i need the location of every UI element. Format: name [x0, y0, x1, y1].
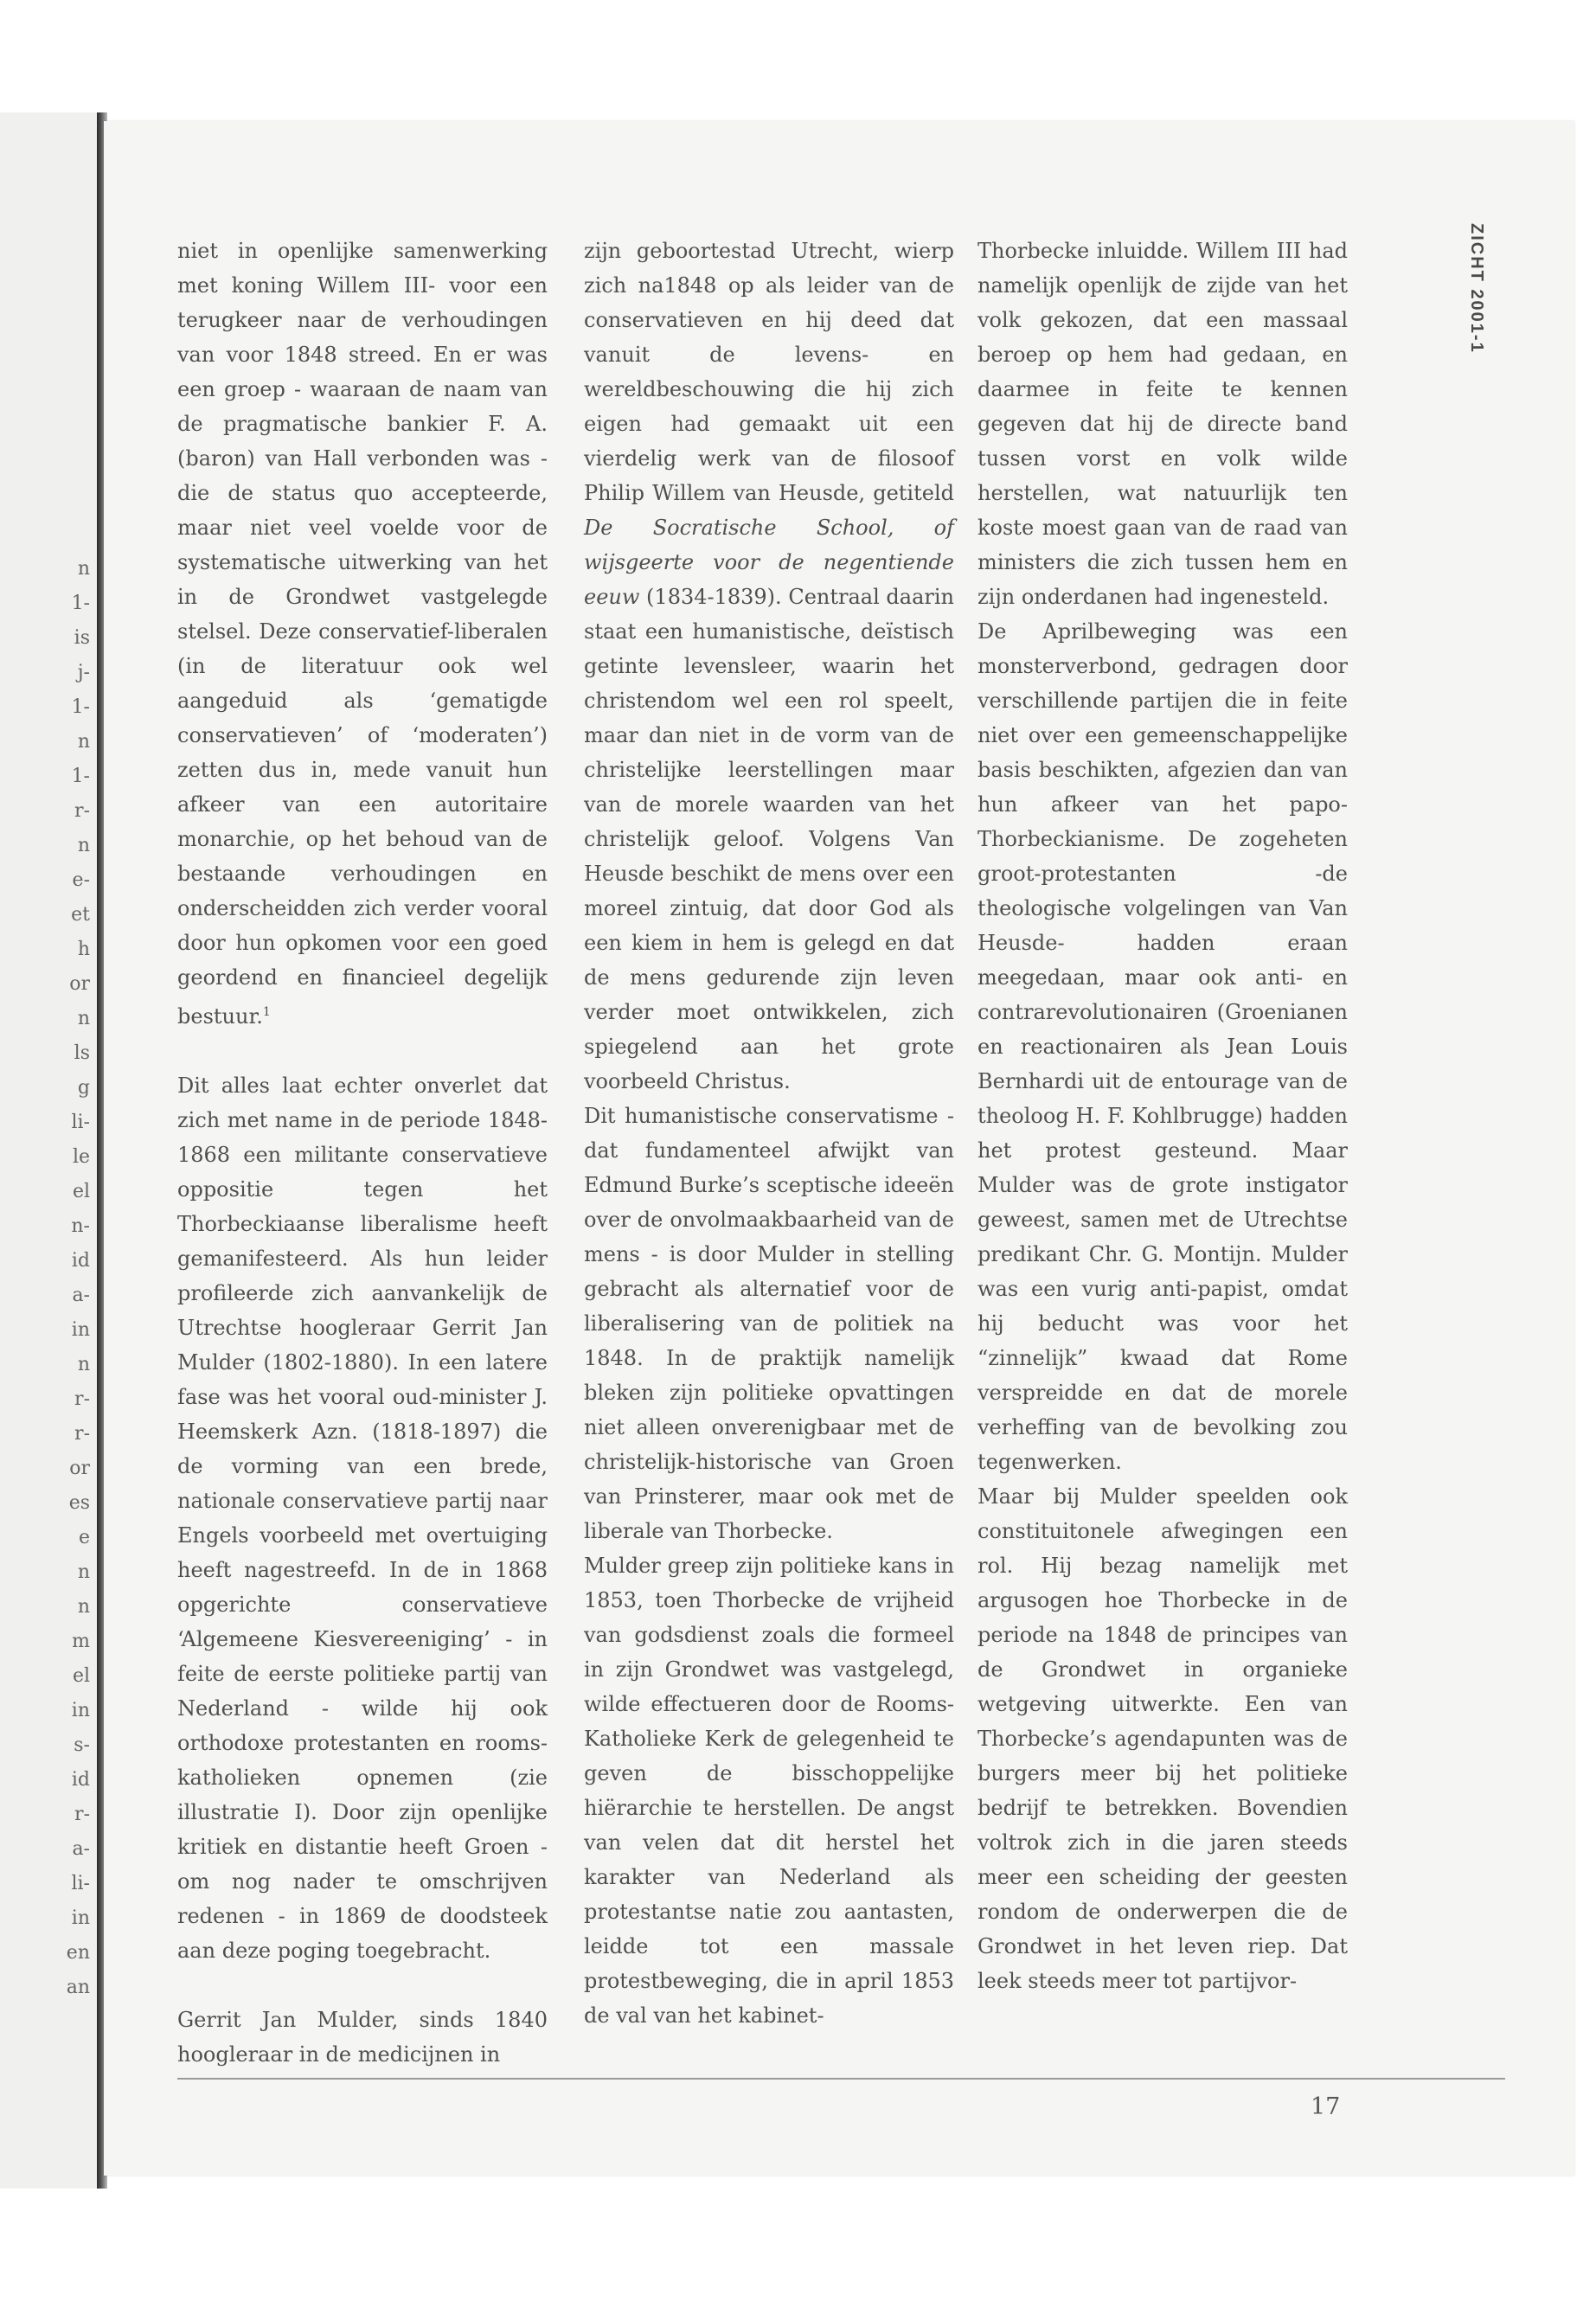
previous-page-fragment: an — [66, 1977, 90, 1998]
paragraph: niet in openlijke samenwerking met koning Willem III- voor een terugkeer naar de verhoudingen van voor 1848 streed. En er was een groep - waaraan de naam van de pragmatische bankier F. A. (baron) van Hall verbonden was - die de status quo accepteerde, maar niet veel voelde voor de systematische uitwerking van het in de Grondwet vastgelegde stelsel. Deze conservatief-liberalen (in de literatuur ook wel aangeduid als ‘gematigde conservatieven’ of ‘moderaten’) zetten dus in, mede vanuit hun afkeer van een autoritaire monarchie, op het behoud van de bestaande verhoudingen en onderscheidden zich verder vooral door hun opkomen voor een goed geordend en financieel degelijk bestuur.$^1$ — [177, 239, 548, 1029]
previous-page-fragment: n — [77, 1596, 90, 1618]
footnote-ref: 1 — [262, 1005, 271, 1019]
paragraph: Maar bij Mulder speelden ook constituitonele afwegingen een rol. Hij bezag namelijk met argusogen hoe Thorbecke in de periode na 1848 de principes van de Grondwet in organieke wetgeving uitwerkte. Een van Thorbecke’s agendapunten was de burgers meer bij het politieke bedrijf te betrekken. Bovendien voltrok zich in die jaren steeds meer een scheiding der geesten rondom de onderwerpen die de Grondwet in het leven riep. Dat leek steeds meer tot partijvor- — [977, 1484, 1348, 1993]
previous-page-fragment: le — [72, 1146, 90, 1168]
previous-page-fragment: n — [77, 1008, 90, 1029]
paragraph: Mulder greep zijn politieke kans in 1853, toen Thorbecke de vrijheid van godsdienst zoals die formeel in zijn Grondwet was vastgelegd, wilde effectueren door de Rooms-Katholieke Kerk de gelegenheid te geven de bisschoppelijke hiërarchie te herstellen. De angst van velen dat dit herstel het karakter van Nederland als protestantse natie zou aantasten, leidde tot een massale protestbeweging, die in april 1853 de val van het kabinet- — [584, 1554, 954, 2028]
previous-page-fragment: id — [71, 1250, 90, 1272]
paragraph: zijn geboortestad Utrecht, wierp zich na1848 op als leider van de conservatieven en hij deed dat vanuit de levens- en wereldbeschouwing die hij zich eigen had gemaakt uit een vierdelig werk van de filosoof Philip Willem van Heusde, getiteld De Socratische School, of wijsgeerte voor de negentiende eeuw (1834-1839). Centraal daarin staat een humanistische, deïstisch getinte levensleer, waarin het christendom wel een rol speelt, maar dan niet in de vorm van de christelijke leerstellingen maar van de morele waarden van het christelijk geloof. Volgens Van Heusde beschikt de mens over een moreel zintuig, dat door God als een kiem in hem is gelegd en dat de mens gedurende zijn leven verder moet ontwikkelen, zich spiegelend aan het grote voorbeeld Christus. — [584, 239, 954, 1093]
paragraph: Thorbecke inluidde. Willem III had namelijk openlijk de zijde van het volk gekozen, dat een massaal beroep op hem had gedaan, en daarmee in feite te kennen gegeven dat hij de directe band tussen vorst en volk wilde herstellen, wat natuurlijk ten koste moest gaan van de raad van ministers die zich tussen hem en zijn onderdanen had ingenesteld. — [977, 239, 1348, 609]
previous-page-fragment: in — [71, 1319, 90, 1341]
previous-page-fragment: n — [77, 731, 90, 753]
previous-page-fragment: n — [77, 1561, 90, 1583]
previous-page-fragment: 1- — [71, 696, 90, 718]
previous-page-fragment: or — [69, 973, 90, 995]
previous-page-fragment: is — [74, 627, 90, 649]
paragraph: Dit humanistische conservatisme -dat fundamenteel afwijkt van Edmund Burke’s sceptische ideeën over de onvolmaakbaarheid van de mens - is door Mulder in stelling gebracht als alternatief voor de liberalisering van de politiek na 1848. In de praktijk namelijk bleken zijn politieke opvattingen niet alleen onverenigbaar met de christelijk-historische van Groen van Prinsterer, maar ook met de liberale van Thorbecke. — [584, 1104, 954, 1543]
previous-page-fragment: et — [71, 904, 90, 926]
previous-page-fragment: in — [71, 1907, 90, 1929]
previous-page-fragment: n- — [71, 1215, 90, 1237]
previous-page-fragment: ls — [74, 1042, 90, 1064]
column-3 — [977, 234, 1348, 1998]
page-number: 17 — [1311, 2093, 1341, 2120]
paragraph: Gerrit Jan Mulder, sinds 1840 hoogleraar in de medicijnen in — [177, 2008, 548, 2067]
previous-page-fragment: r- — [74, 800, 90, 822]
column-2 — [584, 234, 954, 2033]
previous-page-fragment: el — [72, 1181, 90, 1202]
column-1 — [177, 234, 548, 2072]
previous-page-fragment: j- — [77, 662, 90, 683]
previous-page-fragment: e- — [72, 869, 90, 891]
previous-page-fragment: r- — [74, 1804, 90, 1825]
previous-page-fragment: en — [66, 1942, 90, 1964]
previous-page-fragment: 1- — [71, 593, 90, 614]
previous-page-fragment: el — [72, 1665, 90, 1687]
previous-page-fragment: r- — [74, 1423, 90, 1445]
journal-header: ZICHT 2001-1 — [1467, 223, 1486, 354]
paragraph: De Aprilbeweging was een monsterverbond, gedragen door verschillende partijen die in feite niet over een gemeenschappelijke basis beschikten, afgezien dan van hun afkeer van het papo-Thorbeckianisme. De zogeheten groot-protestanten -de theologische volgelingen van Van Heusde- hadden eraan meegedaan, maar ook anti- en contrarevolutionairen (Groenianen en reactionairen als Jean Louis Bernhardi uit de entourage van de theoloog H. F. Kohlbrugge) hadden het protest gesteund. Maar Mulder was de grote instigator geweest, samen met de Utrechtse predikant Chr. G. Montijn. Mulder was een vurig anti-papist, omdat hij beducht was voor het “zinnelijk” kwaad dat Rome verspreidde en dat de morele verheffing van de bevolking zou tegenwerken. — [977, 619, 1348, 1474]
previous-page-fragment: g — [77, 1077, 90, 1099]
previous-page-fragment: li- — [71, 1873, 90, 1894]
previous-page-fragment: id — [71, 1769, 90, 1791]
previous-page-fragment: a- — [72, 1838, 90, 1860]
previous-page-fragment: m — [72, 1631, 90, 1652]
previous-page-fragment: a- — [72, 1285, 90, 1306]
previous-page-fragment: in — [71, 1700, 90, 1721]
paragraph: Dit alles laat echter onverlet dat zich met name in de periode 1848-1868 een militante conservatieve oppositie tegen het Thorbeckiaanse liberalisme heeft gemanifesteerd. Als hun leider profileerde zich aanvankelijk de Utrechtse hoogleraar Gerrit Jan Mulder (1802-1880). In een latere fase was het vooral oud-minister J. Heemskerk Azn. (1818-1897) die de vorming van een brede, nationale conservatieve partij naar Engels voorbeeld met overtuiging heeft nagestreefd. In de in 1868 opgerichte conservatieve ‘Algemeene Kiesvereeniging’ - in feite de eerste politieke partij van Nederland - wilde hij ook orthodoxe protestanten en rooms-katholieken opnemen (zie illustratie I). Door zijn openlijke kritiek en distantie heeft Groen -om nog nader te omschrijven redenen - in 1869 de doodsteek aan deze poging toegebracht. — [177, 1074, 548, 1963]
footer-rule — [177, 2078, 1505, 2080]
previous-page-fragment: es — [68, 1492, 90, 1514]
previous-page-fragment: n — [77, 558, 90, 580]
previous-page-fragment: h — [77, 939, 90, 960]
previous-page-fragment: e — [78, 1527, 90, 1548]
previous-page-fragment: li- — [71, 1112, 90, 1133]
previous-page-fragment: or — [69, 1458, 90, 1479]
previous-page-fragment: n — [77, 835, 90, 856]
previous-page-fragment: r- — [74, 1388, 90, 1410]
previous-page-fragment: s- — [74, 1734, 90, 1756]
previous-page-fragment: 1- — [71, 766, 90, 787]
previous-page-fragment: n — [77, 1354, 90, 1375]
book-title: De Socratische School, of wijsgeerte voor de negentiende eeuw — [584, 516, 954, 609]
